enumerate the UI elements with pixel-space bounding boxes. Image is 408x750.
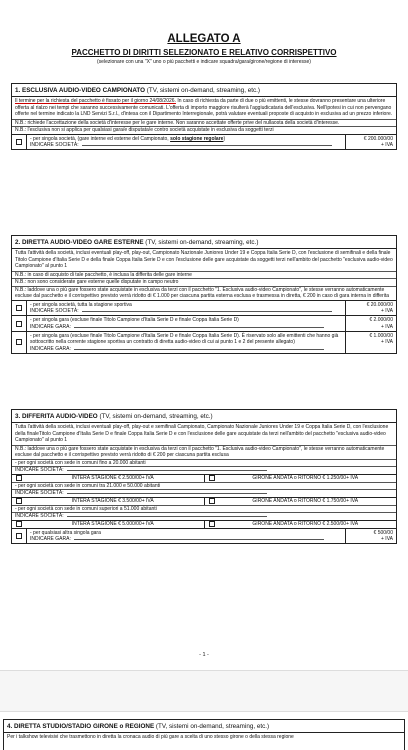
group-1-choices: INTERA STAGIONE € 2.500/00+ IVA GIRONE ANDATA o RITORNO € 1.250/00+ IVA (12, 474, 396, 482)
option-checkbox[interactable] (209, 498, 215, 504)
section-3-last-option: - per qualsiasi altra singola gara INDICARE GARA: € 500/00 + IVA (12, 528, 396, 544)
section-2 (11, 235, 397, 354)
group-3-choices: INTERA STAGIONE € 5.000/00+ IVA GIRONE ANDATA o RITORNO € 2.500/00+ IVA (12, 520, 396, 528)
indicate-field[interactable] (67, 516, 267, 517)
section-2-option-1: - per singola società, tutta la stagione sportiva INDICARE SOCIETÀ: € 20.000/00 + IVA (12, 300, 396, 316)
section-3-note: N.B.: laddove una o più gare fossero state acquistate in esclusiva da terzi con il pacchetto "1. Esclusiva audio-video Campionato", le stesse verranno automaticamente escluse dal pacchetto e il corrispettivo previsto verrà ridotto di € 200 per ciascuna partita esclusa (12, 445, 396, 459)
option-price: € 2.000/00 (369, 317, 393, 324)
option-price: € 200.000/00 (363, 135, 393, 142)
indicate-field[interactable] (67, 470, 267, 471)
group-3-text: - per ogni società con sede in comuni superiori a 51.000 abitanti (12, 505, 396, 513)
section-4 (3, 719, 405, 750)
option-checkbox[interactable] (16, 305, 22, 311)
section-2-paragraph: Tutta l'attività della società, inclusi eventuali play-off, play-out, Campionato Nazionale Juniores Under 19 e Coppa Italia Serie D, con l'esclusione di semifinali e della finale Titolo Campione d'Italia Serie D e della finale Coppa Italia Serie D e con l'esclusione delle gare acquistate da soggetti terzi nell'ambito del pacchetto "esclusiva audio-video Campionato" al punto 1 (15, 250, 393, 270)
section-1-paragraph: Il termine per la richiesta del pacchetto è fissato per il giorno 24/08/2026. In caso di richiesta da parte di due o più emittenti, le stesse dovranno presentare una ulteriore offerta al rialzo nei tempi che saranno successivamente comunicati. L'offerta di importo maggiore risulterà l'aggiudicataria dell'esclusiva. Nell'ipotesi in cui non pervengano offerte nel termine indicato la LND Servizi S.r.l., d'intesa con il Dipartimento Interregionale, potrà valutare eventuali proposte di acquisto in esclusiva ad un prezzo inferiore. (15, 98, 393, 118)
option-checkbox[interactable] (16, 498, 22, 504)
section-2-note-3: N.B.: laddove una o più gare fossero state acquistate in esclusiva da terzi con il pacchetto "1. Esclusiva audio-video Campionato", le stesse verranno automaticamente escluse dal pacchetto e il corrispettivo previsto verrà ridotto di € 1.000 per ciascuna partita esterna esclusa e trasmessa in diretta, € 200 in caso di gara interna in differita (12, 286, 396, 300)
section-1-note-1: N.B.: richiede l'accettazione della società d'interesse per le gare interne. Non saranno accettate offerte prive del nullaosta della società d'interesse. (12, 119, 396, 127)
section-1-title: 1. ESCLUSIVA AUDIO-VIDEO CAMPIONATO (TV, sistemi on-demand, streaming, etc.) (12, 84, 396, 97)
section-4-paragraph: Per i talkshow televisivi che trasmettono in diretta la cronaca audio di più gare a scelta di uno stesso girone o della stessa regione (7, 734, 294, 740)
group-2-text: - per ogni società con sede in comuni tra 21.000 e 50.000 abitanti (12, 482, 396, 490)
option-checkbox[interactable] (16, 321, 22, 327)
section-1-note-2: N.B.: l'esclusiva non si applica per qualsiasi gara/e disputata/e contro società acquistate in esclusiva da soggetti terzi (12, 126, 396, 134)
option-price: € 1.000/00 (369, 332, 393, 339)
group-1-text: - per ogni società con sede in comuni fino a 20.000 abitanti (12, 459, 396, 467)
section-3-paragraph: Tutta l'attività della società, inclusi eventuali play-off, play-out e semifinali Campionato, Campionato Nazionale Juniores Under 19 e Coppa Italia Serie D, con l'esclusione della finaleTitolo Campione d'Italia Serie D e finale Coppa Italia Serie D e con l'esclusione delle gare acquistate da terzi nell'ambito del pacchetto "esclusiva audio-video Campionato" al punto 1 (15, 424, 389, 444)
indicate-field[interactable] (74, 539, 324, 540)
section-2-option-3: - per singola gara (escluse finale Titolo Campione d'Italia Serie D e finale Coppa Italia Serie D). È riservato solo alle emittenti che hanno già sottoscritto nella corrente stagione sportiva un contratto di diretta audio-video di cui ai punto 1 e 2 del presente allegato) INDICARE GARA: € 1.000/00 + IVA (12, 331, 396, 353)
section-1-option: - per singola società, (gare interne ed esterne del Campionato, solo stagione regolare) INDICARE SOCIETÀ: € 200.000/00 + IVA (12, 134, 396, 150)
option-checkbox[interactable] (209, 475, 215, 481)
section-3-title: 3. DIFFERITA AUDIO-VIDEO (TV, sistemi on-demand, streaming, etc.) (12, 410, 396, 423)
option-price: € 500/00 (373, 529, 393, 536)
indicate-field[interactable] (74, 349, 324, 350)
section-2-option-2: - per singola gara (escluse finale Titolo Campione d'Italia Serie D e finale Coppa Italia Serie D) INDICARE GARA: € 2.000/00 + IVA (12, 315, 396, 331)
section-2-note-1: N.B.: in caso di acquisto di tale pacchetto, è inclusa la differita delle gare interne (12, 271, 396, 279)
indicate-field[interactable] (67, 493, 267, 494)
group-2-choices: INTERA STAGIONE € 3.500/00+ IVA GIRONE ANDATA o RITORNO € 1.750/00+ IVA (12, 497, 396, 505)
section-2-title: 2. DIRETTA AUDIO-VIDEO GARE ESTERNE (TV, sistemi on-demand, streaming, etc.) (12, 236, 396, 249)
option-checkbox[interactable] (16, 533, 22, 539)
page-separator (0, 670, 408, 712)
document-title: ALLEGATO A (167, 33, 241, 45)
option-checkbox[interactable] (16, 339, 22, 345)
section-4-title: 4. DIRETTA STUDIO/STADIO GIRONE o REGIONE (TV, sistemi on-demand, streaming, etc.) (4, 720, 404, 733)
indicate-field[interactable] (74, 327, 324, 328)
section-1 (11, 83, 397, 150)
document-instruction: (selezionare con una "X" uno o più pacchetti e indicare squadra/gara/girone/regione di interesse) (97, 59, 311, 65)
option-checkbox[interactable] (16, 521, 22, 527)
option-checkbox[interactable] (209, 521, 215, 527)
indicate-field[interactable] (82, 311, 332, 312)
section-3: 3. DIFFERITA AUDIO-VIDEO (TV, sistemi on-demand, streaming, etc.) Tutta l'attività della società, inclusi eventuali play-off, play-out e semifinali Campionato, Campionato Nazionale Juniores Under 19 e Coppa Italia Serie D, con l'esclusione della finaleTitolo Campione d'Italia Serie D e finale Coppa Italia Serie D e con l'esclusione delle gare acquistate da terzi nell'ambito del pacchetto "esclusiva audio-video Campionato" al punto 1 N.B.: laddove una o più gare fossero state acquistate in esclusiva da terzi con il pacchetto "1. Esclusiva audio-video Campionato", le stesse verranno automaticamente escluse dal pacchetto e il corrispettivo previsto verrà ridotto di € 200 per ciascuna partita esclusa - per ogni società con sede in comuni fino a 20.000 abitanti INDICARE SOCIETÀ: INTERA STAGIONE € 2.500/00+ IVA GIRONE ANDATA o RITORNO € 1.250/00+ IVA - per ogni società con sede in comuni tra 21.000 e 50.000 abitanti INDICARE SOCIETÀ: INTERA STAGIONE € 3.500/00+ IVA GIRONE ANDATA o RITORNO € 1.750/00+ IVA - per ogni società con sede in comuni superiori a 51.000 abitanti INDICARE SOCIETÀ: INTERA STAGIONE € 5.000/00+ IVA GIRONE ANDATA o RITORNO € 2.500/00+ IVA - per qualsiasi altra singola gara INDICARE GARA: € 500/00 + IVA (11, 409, 397, 544)
page-number: - 1 - (199, 652, 209, 658)
option-checkbox[interactable] (16, 139, 22, 145)
option-checkbox[interactable] (16, 475, 22, 481)
section-2-note-2: N.B.: non sono considerate gare esterne quelle disputate in campo neutro (12, 278, 396, 286)
option-price: € 20.000/00 (366, 301, 393, 308)
document-subtitle: PACCHETTO DI DIRITTI SELEZIONATO E RELATIVO CORRISPETTIVO (71, 48, 337, 57)
indicate-field[interactable] (82, 145, 332, 146)
